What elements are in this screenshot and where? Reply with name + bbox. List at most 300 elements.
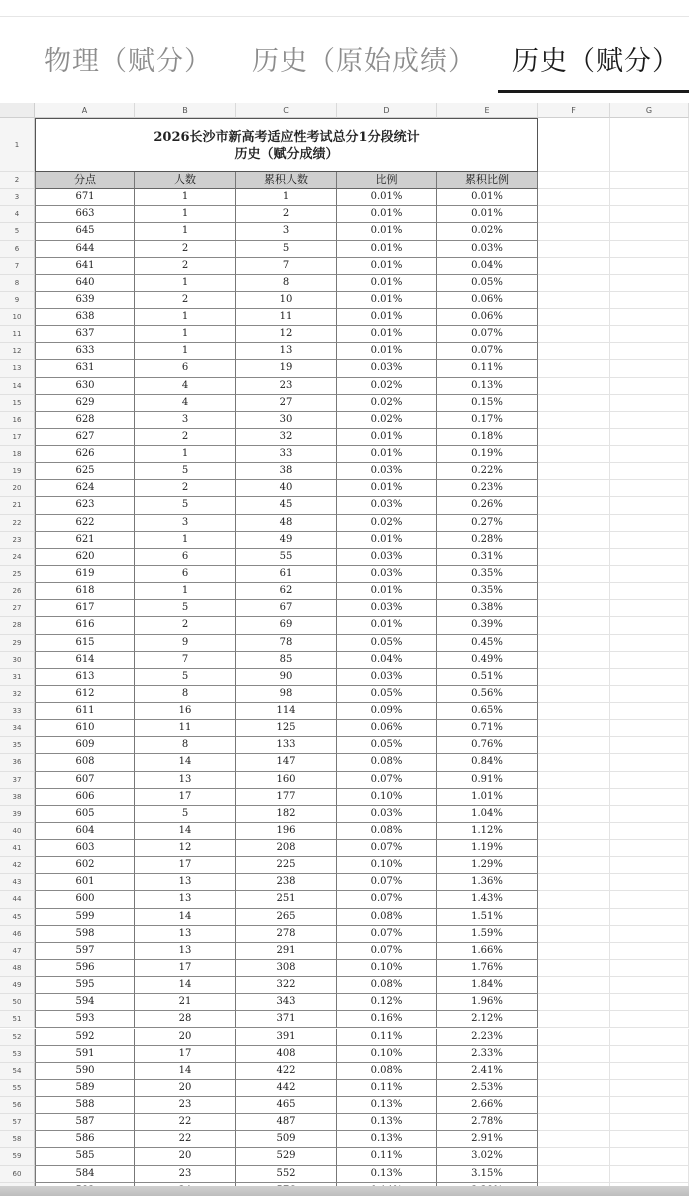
empty-cell[interactable] (610, 669, 689, 686)
table-cell[interactable]: 0.03% (337, 360, 437, 377)
empty-cell[interactable] (610, 1166, 689, 1183)
table-cell[interactable]: 391 (236, 1029, 337, 1046)
table-cell[interactable]: 644 (35, 241, 135, 258)
table-cell[interactable]: 625 (35, 463, 135, 480)
empty-cell[interactable] (610, 720, 689, 737)
table-cell[interactable]: 0.02% (337, 515, 437, 532)
table-cell[interactable]: 1.19% (437, 840, 538, 857)
table-cell[interactable]: 0.05% (437, 275, 538, 292)
table-cell[interactable]: 0.06% (337, 720, 437, 737)
empty-cell[interactable] (610, 652, 689, 669)
table-cell[interactable]: 0.01% (337, 343, 437, 360)
table-cell[interactable]: 1 (135, 309, 236, 326)
table-cell[interactable]: 590 (35, 1063, 135, 1080)
table-cell[interactable]: 23 (236, 378, 337, 395)
table-cell[interactable]: 0.08% (337, 754, 437, 771)
table-cell[interactable]: 14 (135, 823, 236, 840)
table-cell[interactable]: 2.41% (437, 1063, 538, 1080)
table-cell[interactable]: 10 (236, 292, 337, 309)
table-cell[interactable]: 0.08% (337, 909, 437, 926)
table-cell[interactable]: 5 (135, 669, 236, 686)
row-header[interactable]: 3 (0, 189, 35, 206)
table-cell[interactable]: 17 (135, 789, 236, 806)
table-cell[interactable]: 0.45% (437, 635, 538, 652)
table-cell[interactable]: 45 (236, 497, 337, 514)
empty-cell[interactable] (610, 189, 689, 206)
table-cell[interactable]: 0.13% (337, 1166, 437, 1183)
table-cell[interactable]: 208 (236, 840, 337, 857)
empty-cell[interactable] (538, 772, 610, 789)
table-cell[interactable]: 20 (135, 1029, 236, 1046)
table-cell[interactable]: 0.76% (437, 737, 538, 754)
row-header[interactable]: 51 (0, 1011, 35, 1028)
table-cell[interactable]: 0.02% (337, 412, 437, 429)
table-cell[interactable]: 601 (35, 874, 135, 891)
table-cell[interactable]: 0.07% (337, 943, 437, 960)
table-cell[interactable]: 61 (236, 566, 337, 583)
table-cell[interactable]: 19 (236, 360, 337, 377)
table-cell[interactable]: 637 (35, 326, 135, 343)
empty-cell[interactable] (610, 326, 689, 343)
column-title[interactable]: 累积比例 (437, 172, 538, 189)
table-cell[interactable]: 2 (135, 241, 236, 258)
table-cell[interactable]: 0.06% (437, 309, 538, 326)
table-cell[interactable]: 12 (236, 326, 337, 343)
table-cell[interactable]: 1.12% (437, 823, 538, 840)
table-cell[interactable]: 278 (236, 926, 337, 943)
table-cell[interactable]: 28 (135, 1011, 236, 1028)
table-cell[interactable]: 611 (35, 703, 135, 720)
empty-cell[interactable] (538, 686, 610, 703)
table-cell[interactable]: 2.66% (437, 1097, 538, 1114)
table-cell[interactable]: 48 (236, 515, 337, 532)
empty-cell[interactable] (538, 994, 610, 1011)
table-cell[interactable]: 0.01% (337, 241, 437, 258)
empty-cell[interactable] (538, 497, 610, 514)
table-cell[interactable]: 663 (35, 206, 135, 223)
empty-cell[interactable] (538, 1063, 610, 1080)
table-cell[interactable]: 62 (236, 583, 337, 600)
table-cell[interactable]: 0.03% (337, 806, 437, 823)
empty-cell[interactable] (538, 395, 610, 412)
empty-cell[interactable] (610, 789, 689, 806)
table-cell[interactable]: 49 (236, 532, 337, 549)
row-header[interactable]: 55 (0, 1080, 35, 1097)
table-cell[interactable]: 0.05% (337, 737, 437, 754)
table-cell[interactable]: 0.08% (337, 823, 437, 840)
table-cell[interactable]: 13 (135, 891, 236, 908)
table-cell[interactable]: 5 (135, 497, 236, 514)
empty-cell[interactable] (538, 412, 610, 429)
table-cell[interactable]: 0.22% (437, 463, 538, 480)
table-cell[interactable]: 442 (236, 1080, 337, 1097)
table-cell[interactable]: 0.07% (337, 772, 437, 789)
empty-cell[interactable] (538, 343, 610, 360)
table-cell[interactable]: 225 (236, 857, 337, 874)
empty-cell[interactable] (538, 241, 610, 258)
table-cell[interactable]: 8 (135, 686, 236, 703)
table-cell[interactable]: 371 (236, 1011, 337, 1028)
table-cell[interactable]: 291 (236, 943, 337, 960)
table-cell[interactable]: 0.03% (337, 600, 437, 617)
table-cell[interactable]: 0.13% (337, 1097, 437, 1114)
empty-cell[interactable] (610, 635, 689, 652)
table-cell[interactable]: 2 (135, 292, 236, 309)
empty-cell[interactable] (538, 360, 610, 377)
column-header-d[interactable]: D (337, 103, 437, 118)
row-header[interactable]: 35 (0, 737, 35, 754)
table-cell[interactable]: 0.04% (437, 258, 538, 275)
table-cell[interactable]: 147 (236, 754, 337, 771)
table-cell[interactable]: 6 (135, 360, 236, 377)
row-header[interactable]: 24 (0, 549, 35, 566)
empty-cell[interactable] (610, 1097, 689, 1114)
table-cell[interactable]: 0.01% (337, 429, 437, 446)
table-cell[interactable]: 0.11% (337, 1029, 437, 1046)
table-cell[interactable]: 17 (135, 960, 236, 977)
table-cell[interactable]: 627 (35, 429, 135, 446)
table-cell[interactable]: 607 (35, 772, 135, 789)
table-cell[interactable]: 465 (236, 1097, 337, 1114)
table-cell[interactable]: 0.10% (337, 1046, 437, 1063)
table-cell[interactable]: 631 (35, 360, 135, 377)
empty-cell[interactable] (610, 703, 689, 720)
table-cell[interactable]: 630 (35, 378, 135, 395)
empty-cell[interactable] (610, 515, 689, 532)
empty-cell[interactable] (610, 737, 689, 754)
table-cell[interactable]: 1.96% (437, 994, 538, 1011)
table-cell[interactable]: 21 (135, 994, 236, 1011)
empty-cell[interactable] (538, 1131, 610, 1148)
empty-cell[interactable] (538, 635, 610, 652)
table-cell[interactable]: 0.08% (337, 977, 437, 994)
row-header[interactable]: 11 (0, 326, 35, 343)
row-header[interactable]: 20 (0, 480, 35, 497)
empty-cell[interactable] (610, 806, 689, 823)
empty-cell[interactable] (538, 857, 610, 874)
empty-cell[interactable] (610, 378, 689, 395)
table-cell[interactable]: 67 (236, 600, 337, 617)
table-cell[interactable]: 609 (35, 737, 135, 754)
table-cell[interactable]: 629 (35, 395, 135, 412)
table-cell[interactable]: 1.29% (437, 857, 538, 874)
table-cell[interactable]: 626 (35, 446, 135, 463)
empty-cell[interactable] (610, 891, 689, 908)
empty-cell[interactable] (538, 669, 610, 686)
table-cell[interactable]: 623 (35, 497, 135, 514)
table-cell[interactable]: 13 (236, 343, 337, 360)
empty-cell[interactable] (538, 1148, 610, 1165)
row-header[interactable]: 22 (0, 515, 35, 532)
table-cell[interactable]: 0.07% (337, 926, 437, 943)
row-header[interactable]: 40 (0, 823, 35, 840)
table-cell[interactable]: 0.01% (337, 326, 437, 343)
empty-cell[interactable] (610, 241, 689, 258)
table-cell[interactable]: 0.01% (337, 617, 437, 634)
column-title[interactable]: 累积人数 (236, 172, 337, 189)
table-cell[interactable]: 23 (135, 1166, 236, 1183)
table-cell[interactable]: 0.03% (337, 549, 437, 566)
empty-cell[interactable] (538, 566, 610, 583)
table-cell[interactable]: 613 (35, 669, 135, 686)
row-header[interactable]: 39 (0, 806, 35, 823)
empty-cell[interactable] (538, 909, 610, 926)
empty-cell[interactable] (610, 412, 689, 429)
table-cell[interactable]: 552 (236, 1166, 337, 1183)
table-cell[interactable]: 641 (35, 258, 135, 275)
row-header[interactable]: 17 (0, 429, 35, 446)
table-cell[interactable]: 14 (135, 977, 236, 994)
table-cell[interactable]: 671 (35, 189, 135, 206)
table-cell[interactable]: 14 (135, 754, 236, 771)
table-cell[interactable]: 0.35% (437, 566, 538, 583)
table-cell[interactable]: 0.07% (337, 891, 437, 908)
row-header[interactable]: 25 (0, 566, 35, 583)
table-cell[interactable]: 1.01% (437, 789, 538, 806)
table-cell[interactable]: 0.11% (437, 360, 538, 377)
table-cell[interactable]: 0.07% (437, 343, 538, 360)
table-cell[interactable]: 177 (236, 789, 337, 806)
empty-cell[interactable] (610, 1131, 689, 1148)
row-header[interactable]: 46 (0, 926, 35, 943)
table-cell[interactable]: 17 (135, 1046, 236, 1063)
table-cell[interactable]: 1.04% (437, 806, 538, 823)
table-cell[interactable]: 6 (135, 566, 236, 583)
table-cell[interactable]: 2.91% (437, 1131, 538, 1148)
empty-cell[interactable] (538, 1080, 610, 1097)
table-cell[interactable]: 0.35% (437, 583, 538, 600)
table-cell[interactable]: 196 (236, 823, 337, 840)
row-header[interactable]: 18 (0, 446, 35, 463)
table-cell[interactable]: 0.27% (437, 515, 538, 532)
table-cell[interactable]: 598 (35, 926, 135, 943)
row-header[interactable]: 4 (0, 206, 35, 223)
empty-cell[interactable] (610, 463, 689, 480)
empty-cell[interactable] (538, 532, 610, 549)
empty-cell[interactable] (610, 206, 689, 223)
table-cell[interactable]: 5 (135, 600, 236, 617)
column-header-a[interactable]: A (35, 103, 135, 118)
empty-cell[interactable] (538, 1097, 610, 1114)
table-cell[interactable]: 85 (236, 652, 337, 669)
table-cell[interactable]: 0.13% (337, 1114, 437, 1131)
table-cell[interactable]: 596 (35, 960, 135, 977)
row-header[interactable]: 19 (0, 463, 35, 480)
empty-cell[interactable] (538, 806, 610, 823)
table-cell[interactable]: 13 (135, 772, 236, 789)
table-cell[interactable]: 322 (236, 977, 337, 994)
table-cell[interactable]: 1.51% (437, 909, 538, 926)
column-header-f[interactable]: F (538, 103, 610, 118)
table-cell[interactable]: 7 (135, 652, 236, 669)
row-header[interactable]: 38 (0, 789, 35, 806)
table-cell[interactable]: 2.23% (437, 1029, 538, 1046)
table-cell[interactable]: 90 (236, 669, 337, 686)
table-cell[interactable]: 593 (35, 1011, 135, 1028)
table-cell[interactable]: 0.05% (337, 635, 437, 652)
empty-cell[interactable] (538, 891, 610, 908)
table-cell[interactable]: 9 (135, 635, 236, 652)
table-cell[interactable]: 14 (135, 1063, 236, 1080)
row-header[interactable]: 14 (0, 378, 35, 395)
empty-cell[interactable] (538, 652, 610, 669)
table-cell[interactable]: 8 (236, 275, 337, 292)
empty-cell[interactable] (538, 549, 610, 566)
row-header[interactable]: 36 (0, 754, 35, 771)
table-cell[interactable]: 5 (236, 241, 337, 258)
table-cell[interactable]: 591 (35, 1046, 135, 1063)
table-cell[interactable]: 1 (135, 275, 236, 292)
row-header[interactable]: 59 (0, 1148, 35, 1165)
table-cell[interactable]: 0.18% (437, 429, 538, 446)
table-cell[interactable]: 2.33% (437, 1046, 538, 1063)
table-cell[interactable]: 2 (135, 480, 236, 497)
table-cell[interactable]: 1 (135, 532, 236, 549)
empty-cell[interactable] (538, 1166, 610, 1183)
table-cell[interactable]: 1 (135, 583, 236, 600)
table-cell[interactable]: 0.03% (437, 241, 538, 258)
table-cell[interactable]: 14 (135, 909, 236, 926)
table-cell[interactable]: 0.31% (437, 549, 538, 566)
empty-cell[interactable] (610, 497, 689, 514)
empty-cell[interactable] (610, 258, 689, 275)
table-cell[interactable]: 20 (135, 1148, 236, 1165)
row-header[interactable]: 27 (0, 600, 35, 617)
table-cell[interactable]: 615 (35, 635, 135, 652)
empty-cell[interactable] (610, 977, 689, 994)
table-cell[interactable]: 11 (135, 720, 236, 737)
table-cell[interactable]: 605 (35, 806, 135, 823)
empty-cell[interactable] (538, 703, 610, 720)
empty-cell[interactable] (610, 360, 689, 377)
table-cell[interactable]: 620 (35, 549, 135, 566)
table-cell[interactable]: 16 (135, 703, 236, 720)
table-cell[interactable]: 0.02% (337, 378, 437, 395)
table-cell[interactable]: 1 (135, 223, 236, 240)
table-cell[interactable]: 602 (35, 857, 135, 874)
table-cell[interactable]: 0.07% (337, 840, 437, 857)
empty-cell[interactable] (610, 566, 689, 583)
table-cell[interactable]: 13 (135, 874, 236, 891)
table-cell[interactable]: 588 (35, 1097, 135, 1114)
row-header[interactable]: 44 (0, 891, 35, 908)
empty-cell[interactable] (538, 275, 610, 292)
empty-cell[interactable] (538, 754, 610, 771)
empty-cell[interactable] (610, 1063, 689, 1080)
empty-cell[interactable] (610, 840, 689, 857)
table-cell[interactable]: 1 (135, 189, 236, 206)
table-cell[interactable]: 1 (135, 326, 236, 343)
empty-cell[interactable] (610, 960, 689, 977)
table-cell[interactable]: 624 (35, 480, 135, 497)
table-cell[interactable]: 17 (135, 857, 236, 874)
empty-cell[interactable] (610, 874, 689, 891)
row-header[interactable]: 21 (0, 497, 35, 514)
table-cell[interactable]: 0.01% (337, 223, 437, 240)
table-cell[interactable]: 0.12% (337, 994, 437, 1011)
empty-cell[interactable] (610, 395, 689, 412)
empty-cell[interactable] (538, 223, 610, 240)
row-header[interactable]: 37 (0, 772, 35, 789)
row-header[interactable]: 49 (0, 977, 35, 994)
table-cell[interactable]: 238 (236, 874, 337, 891)
table-cell[interactable]: 633 (35, 343, 135, 360)
row-header[interactable]: 13 (0, 360, 35, 377)
empty-cell[interactable] (538, 1011, 610, 1028)
table-cell[interactable]: 3.15% (437, 1166, 538, 1183)
row-header[interactable]: 54 (0, 1063, 35, 1080)
empty-cell[interactable] (538, 1114, 610, 1131)
table-cell[interactable]: 2.78% (437, 1114, 538, 1131)
table-cell[interactable]: 0.71% (437, 720, 538, 737)
table-cell[interactable]: 0.23% (437, 480, 538, 497)
row-header[interactable]: 1 (0, 118, 35, 172)
empty-cell[interactable] (538, 823, 610, 840)
select-all-corner[interactable] (0, 103, 35, 118)
table-cell[interactable]: 0.49% (437, 652, 538, 669)
table-cell[interactable]: 1.66% (437, 943, 538, 960)
row-header[interactable]: 56 (0, 1097, 35, 1114)
table-cell[interactable]: 0.03% (337, 566, 437, 583)
table-cell[interactable]: 13 (135, 943, 236, 960)
table-cell[interactable]: 586 (35, 1131, 135, 1148)
empty-cell[interactable] (610, 823, 689, 840)
table-cell[interactable]: 0.13% (437, 378, 538, 395)
table-cell[interactable]: 2 (135, 617, 236, 634)
table-cell[interactable]: 32 (236, 429, 337, 446)
row-header[interactable]: 42 (0, 857, 35, 874)
table-cell[interactable]: 595 (35, 977, 135, 994)
row-header[interactable]: 2 (0, 172, 35, 189)
column-title[interactable]: 比例 (337, 172, 437, 189)
table-cell[interactable]: 0.01% (337, 275, 437, 292)
row-header[interactable]: 26 (0, 583, 35, 600)
table-cell[interactable]: 1.76% (437, 960, 538, 977)
table-cell[interactable]: 5 (135, 463, 236, 480)
table-cell[interactable]: 584 (35, 1166, 135, 1183)
table-cell[interactable]: 4 (135, 395, 236, 412)
row-header[interactable]: 9 (0, 292, 35, 309)
table-cell[interactable]: 606 (35, 789, 135, 806)
empty-cell[interactable] (610, 309, 689, 326)
empty-cell[interactable] (538, 172, 610, 189)
empty-cell[interactable] (538, 737, 610, 754)
empty-cell[interactable] (538, 258, 610, 275)
table-cell[interactable]: 3 (135, 412, 236, 429)
row-header[interactable]: 29 (0, 635, 35, 652)
empty-cell[interactable] (538, 977, 610, 994)
table-cell[interactable]: 251 (236, 891, 337, 908)
table-cell[interactable]: 0.16% (337, 1011, 437, 1028)
empty-cell[interactable] (538, 600, 610, 617)
empty-cell[interactable] (610, 532, 689, 549)
table-cell[interactable]: 2 (236, 206, 337, 223)
table-cell[interactable]: 0.02% (437, 223, 538, 240)
table-cell[interactable]: 0.07% (337, 874, 437, 891)
table-cell[interactable]: 98 (236, 686, 337, 703)
table-cell[interactable]: 160 (236, 772, 337, 789)
row-header[interactable]: 50 (0, 994, 35, 1011)
row-header[interactable]: 23 (0, 532, 35, 549)
table-cell[interactable]: 0.10% (337, 857, 437, 874)
row-header[interactable]: 45 (0, 909, 35, 926)
column-title[interactable]: 人数 (135, 172, 236, 189)
table-cell[interactable]: 0.01% (337, 189, 437, 206)
table-cell[interactable]: 1 (236, 189, 337, 206)
tab-history-raw[interactable]: 历史（原始成绩） (252, 46, 476, 77)
table-cell[interactable]: 619 (35, 566, 135, 583)
table-cell[interactable]: 0.13% (337, 1131, 437, 1148)
